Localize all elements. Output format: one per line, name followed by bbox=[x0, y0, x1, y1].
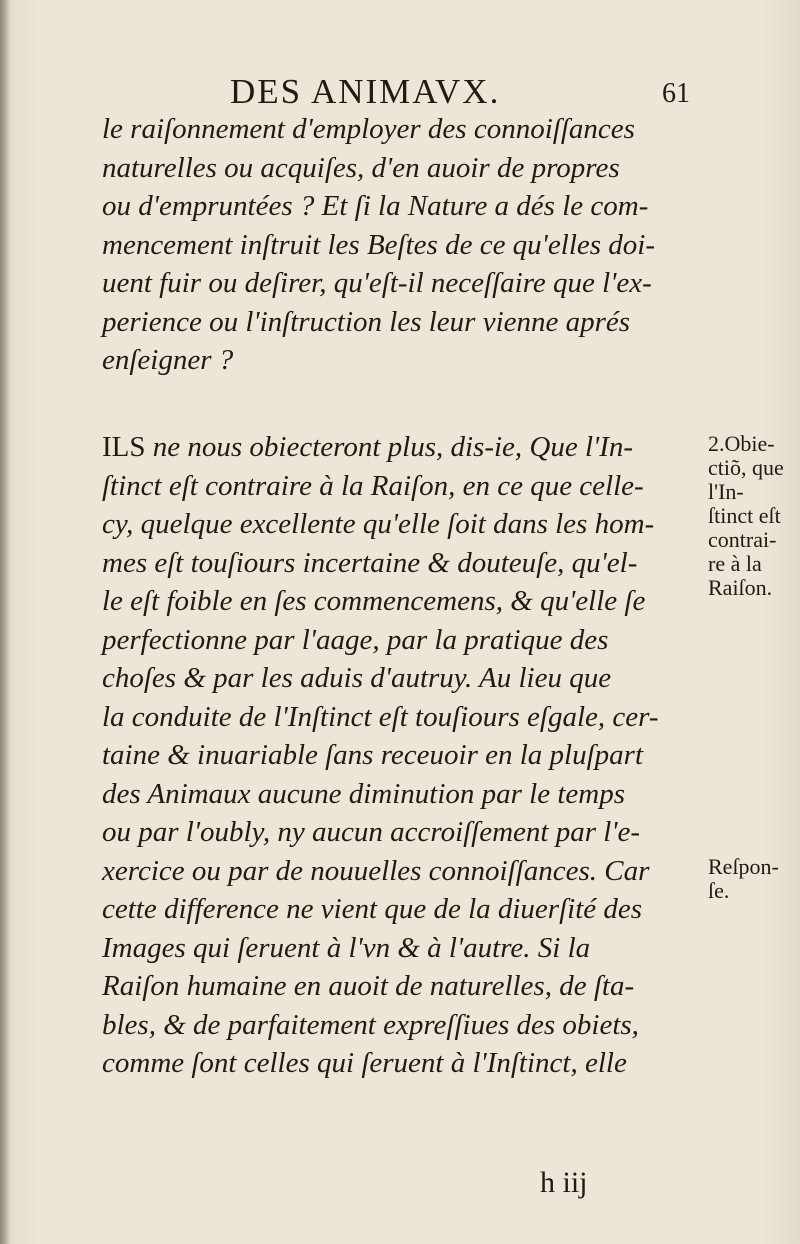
text-line: le eſt foible en ſes commencemens, & qu'elle ſe bbox=[102, 585, 646, 617]
text-line: choſes & par les aduis d'autruy. Au lieu que bbox=[102, 662, 612, 694]
margin-note-line: 2.Obie- bbox=[708, 431, 775, 456]
margin-note-line: re à la bbox=[708, 551, 762, 576]
margin-note-line: l'In- bbox=[708, 479, 744, 504]
text-line: ſtinct eſt contraire à la Raiſon, en ce que celle- bbox=[102, 469, 644, 502]
paragraph-2 bbox=[102, 428, 702, 1083]
margin-note-objection bbox=[708, 432, 798, 600]
text-line: perience ou l'inſtruction les leur vienne aprés bbox=[102, 305, 631, 338]
text-line: xercice ou par de nouuelles connoiſſances. Car bbox=[102, 854, 650, 887]
page-number: 61 bbox=[662, 78, 690, 109]
margin-note-line: ctiõ, que bbox=[708, 455, 784, 480]
text-line: comme ſont celles qui ſeruent à l'Inſtinct, elle bbox=[102, 1047, 627, 1079]
first-line-rest: ne nous obiecteront plus, dis-ie, Que l'In- bbox=[145, 431, 634, 463]
text-line: ou d'empruntées ? Et ſi la Nature a dés le com- bbox=[102, 190, 649, 222]
text-line: cy, quelque excellente qu'elle ſoit dans les hom- bbox=[102, 508, 655, 540]
text-line: perfectionne par l'aage, par la pratique des bbox=[102, 623, 609, 656]
text-line-first bbox=[102, 428, 702, 467]
text-line: mes eſt touſiours incertaine & douteuſe, qu'el- bbox=[102, 546, 638, 579]
margin-note-line: contrai- bbox=[708, 527, 777, 552]
binding-shadow bbox=[0, 0, 10, 1244]
margin-note-response bbox=[708, 855, 798, 903]
text-line: la conduite de l'Inſtinct eſt touſiours eſgale, cer- bbox=[102, 700, 659, 733]
margin-note-line: Raiſon. bbox=[708, 575, 773, 600]
signature-mark: h iij bbox=[540, 1166, 588, 1199]
text-line: naturelles ou acquiſes, d'en auoir de propres bbox=[102, 151, 620, 184]
paragraph-initial: ILS bbox=[102, 431, 146, 463]
text-line: des Animaux aucune diminution par le temps bbox=[102, 777, 626, 810]
paragraph-1 bbox=[102, 110, 702, 380]
running-title: DES ANIMAVX. bbox=[230, 72, 501, 111]
margin-note-line: ſtinct eſt bbox=[708, 503, 781, 528]
text-line: mencement inſtruit les Beſtes de ce qu'elles doi- bbox=[102, 228, 655, 261]
text-line: Images qui ſeruent à l'vn & à l'autre. Si la bbox=[102, 931, 591, 964]
text-line: taine & inuariable ſans receuoir en la pluſpart bbox=[102, 739, 644, 771]
text-line: bles, & de parfaitement expreſſiues des obiets, bbox=[102, 1008, 639, 1041]
text-line: ou par l'oubly, ny aucun accroiſſement par l'e- bbox=[102, 816, 641, 848]
text-line: uent fuir ou deſirer, qu'eſt-il neceſſaire que l'ex- bbox=[102, 267, 652, 299]
text-line: cette difference ne vient que de la diuerſité des bbox=[102, 893, 643, 925]
text-line: Raiſon humaine en auoit de naturelles, de ſta- bbox=[102, 970, 635, 1002]
margin-note-line: Reſpon- bbox=[708, 854, 779, 879]
text-line: enſeigner ? bbox=[102, 344, 234, 376]
margin-note-line: ſe. bbox=[708, 878, 730, 903]
text-line: le raiſonnement d'employer des connoiſſances bbox=[102, 113, 635, 145]
